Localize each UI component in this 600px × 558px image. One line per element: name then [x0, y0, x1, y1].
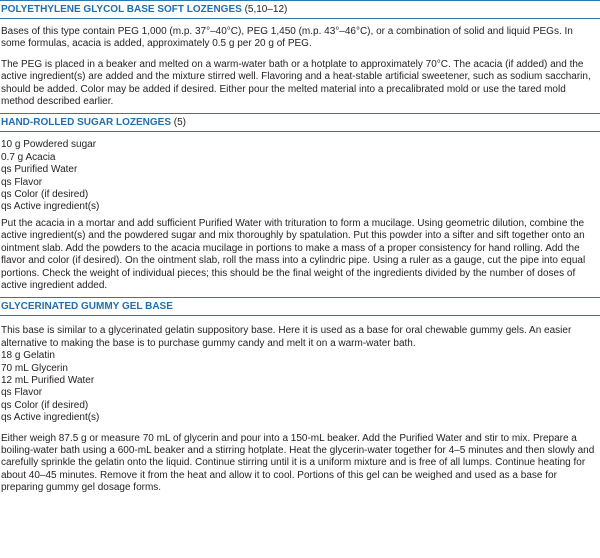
ingredient-item: qs Flavor [1, 176, 43, 188]
ingredient-item: 12 mL Purified Water [1, 374, 95, 386]
ingredient-item: qs Active ingredient(s) [1, 201, 100, 213]
section-references: (5) [173, 117, 187, 129]
section-peg-lozenges [0, 0, 600, 108]
ingredient-list [1, 350, 599, 424]
ingredient-list [1, 139, 599, 213]
section-title: HAND-ROLLED SUGAR LOZENGES [1, 117, 171, 129]
section-body [0, 316, 600, 494]
section-title: POLYETHYLENE GLYCOL BASE SOFT LOZENGES [1, 4, 242, 15]
section-heading [0, 0, 600, 19]
procedure-text: Either weigh 87.5 g or measure 70 mL of glycerin and pour into a 150-mL beaker. Add the Purified Water and stir to mix. Prepare a boiling-water bath using a 600-mL beaker and a stirring hotplate. Heat the glycerin-water together for 4–5 minutes and then slowly and carefully sprinkle the gelatin onto the liquid. Continue stirring until it is a uniform mixture and is free of all lumps. Continue heating for about 40–45 minutes. Remove it from the heat and allow it to cool. Portions of this gel can be weighed and used as a base for preparing gummy gel dosage forms. [1, 432, 595, 494]
ingredient-item: 10 g Powdered sugar [1, 139, 97, 151]
ingredient-item: qs Color (if desired) [1, 399, 89, 411]
paragraph: The PEG is placed in a beaker and melted on a warm-water bath or a hotplate to approximately 70°C. The acacia (if added) and the active ingredient(s) are added and the mixture stirred well. Flavoring and a heat-stable artificial sweetener, such as sodium saccharin, should be added. Color may be added if desired. Either pour the melted material into a precalibrated mold or use the tared mold method described earlier. [1, 58, 591, 108]
intro-paragraph: This base is similar to a glycerinated gelatin suppository base. Here it is used as a base for oral chewable gummy gels. An easier alternative to making the base is to purchase gummy candy and melt it on a warm-water bath. [1, 325, 572, 349]
paragraph: Bases of this type contain PEG 1,000 (m.p. 37°–40°C), PEG 1,450 (m.p. 43°–46°C), or a combination of solid and liquid PEGs. In some formulas, acacia is added, approximately 0.5 g per 20 g of PEG. [1, 26, 573, 50]
section-title: GLYCERINATED GUMMY GEL BASE [1, 301, 173, 313]
procedure-text: Put the acacia in a mortar and add sufficient Purified Water with trituration to form a mucilage. Using geometric dilution, combine the active ingredient(s) and the powdered sugar and mix thoroughly by spatulation. Put this powder into a sifter and sift together onto an ointment slab. Add the powders to the acacia mucilage in portions to make a mass of a proper consistency for hand rolling. Add the flavor and color (if desired). On the ointment slab, roll the mass into a cylindric pipe. Using a ruler as a gauge, cut the pipe into equal portions. Check the weight of individual pieces; this should be the final weight of the ingredients divided by the number of doses of active ingredient added. [1, 217, 586, 291]
section-gummy-gel-base [0, 297, 600, 494]
ingredient-item: qs Color (if desired) [1, 189, 89, 201]
section-body [0, 19, 600, 108]
ingredient-item: 70 mL Glycerin [1, 362, 68, 374]
section-heading [0, 113, 600, 132]
section-hand-rolled-lozenges [0, 113, 600, 292]
ingredient-item: qs Purified Water [1, 164, 78, 176]
ingredient-item: 18 g Gelatin [1, 350, 55, 362]
section-references: (5,10–12) [244, 4, 288, 15]
section-heading [0, 297, 600, 316]
ingredient-item: qs Flavor [1, 387, 43, 399]
ingredient-item: 0.7 g Acacia [1, 151, 56, 163]
ingredient-item: qs Active ingredient(s) [1, 412, 100, 424]
section-body [0, 132, 600, 292]
